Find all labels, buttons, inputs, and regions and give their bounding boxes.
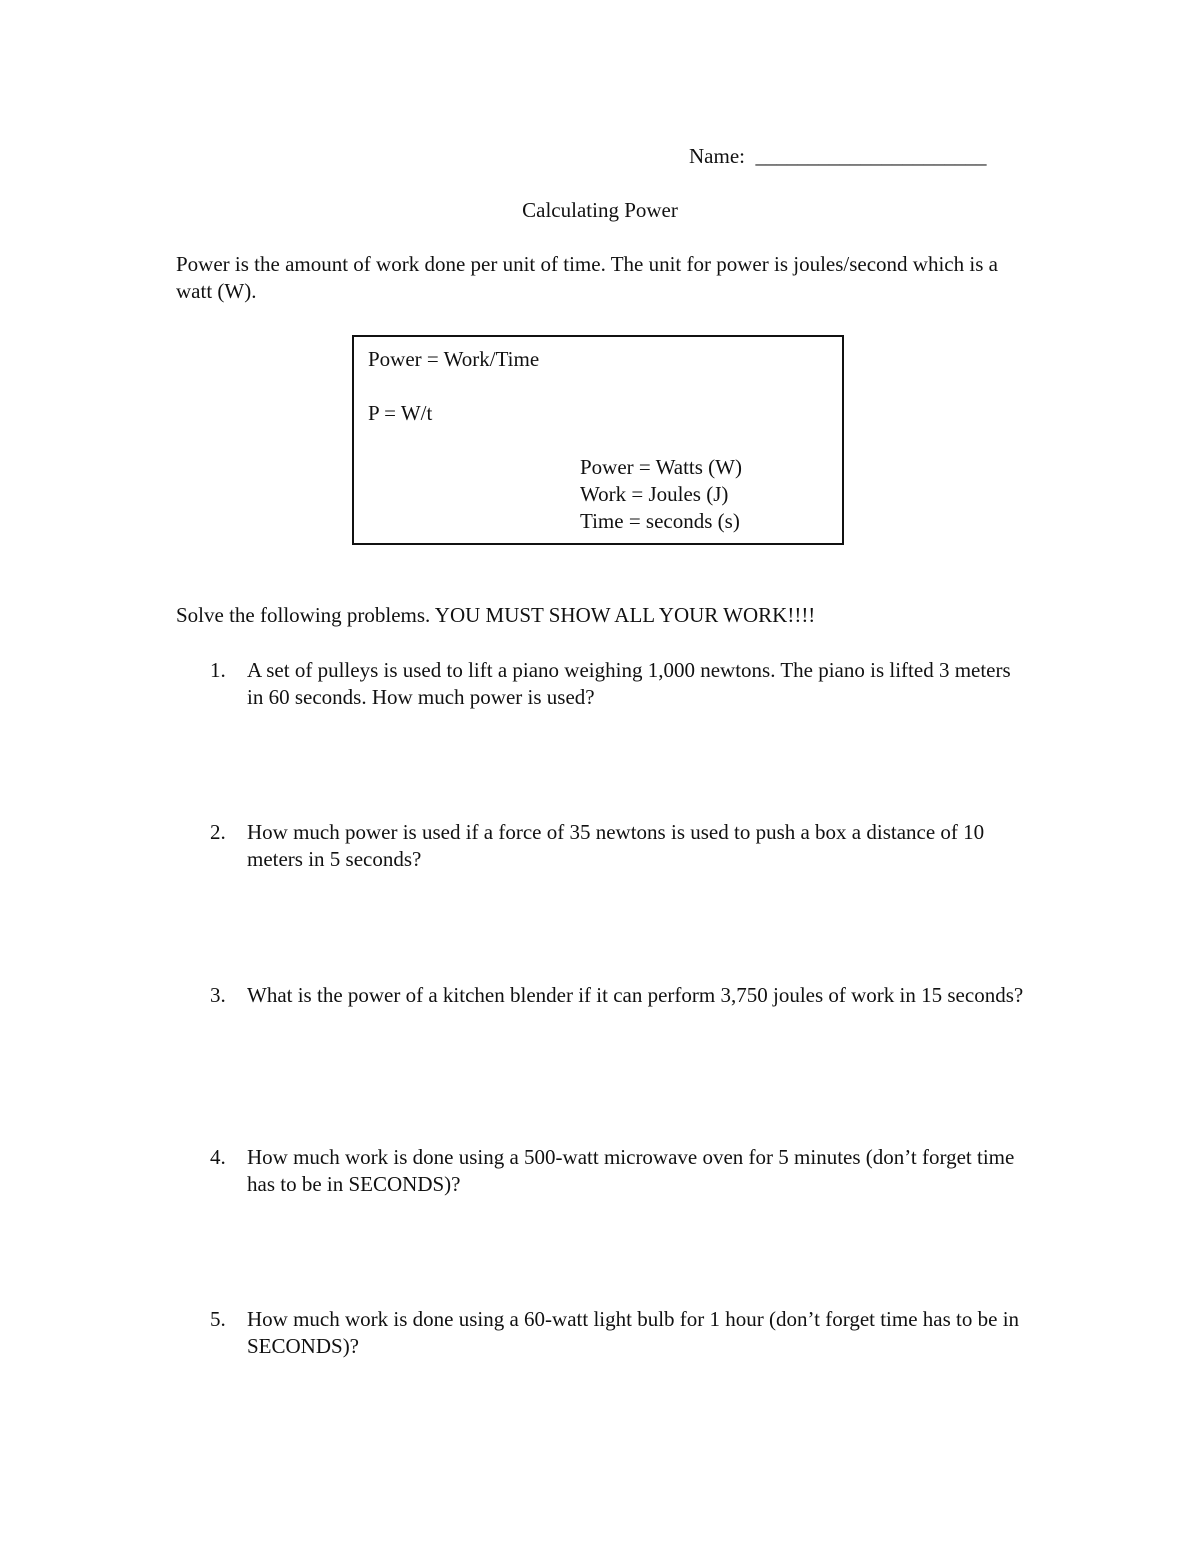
problem-number: 1. — [210, 658, 226, 682]
problem-text: How much work is done using a 500-watt microwave oven for 5 minutes (don’t forget time has to be in SECONDS)? — [247, 1145, 1015, 1196]
unit-work: Work = Joules (J) — [580, 482, 729, 506]
problem-number: 2. — [210, 820, 226, 844]
problem-text: How much power is used if a force of 35 newtons is used to push a box a distance of 10 meters in 5 seconds? — [247, 820, 985, 871]
problem-text: A set of pulleys is used to lift a piano weighing 1,000 newtons. The piano is lifted 3 meters in 60 seconds. How much power is used? — [247, 658, 1011, 709]
formula-symbol-equation: P = W/t — [368, 401, 433, 425]
page-title: Calculating Power — [522, 198, 678, 222]
problem-text: How much work is done using a 60-watt light bulb for 1 hour (don’t forget time has to be in SECONDS)? — [247, 1307, 1020, 1358]
unit-power: Power = Watts (W) — [580, 455, 742, 479]
unit-time: Time = seconds (s) — [580, 509, 740, 533]
instructions: Solve the following problems. YOU MUST SHOW ALL YOUR WORK!!!! — [176, 603, 816, 627]
problem-number: 5. — [210, 1307, 226, 1331]
name-label: Name: — [689, 144, 745, 168]
formula-box — [352, 335, 844, 545]
name-field[interactable] — [689, 143, 986, 170]
problem-text: What is the power of a kitchen blender if it can perform 3,750 joules of work in 15 seconds? — [247, 983, 1024, 1007]
formula-power-equation: Power = Work/Time — [368, 347, 540, 371]
problem-number: 4. — [210, 1145, 226, 1169]
problem-number: 3. — [210, 983, 226, 1007]
name-blank-line[interactable]: ______________________ — [755, 144, 987, 168]
intro-paragraph: Power is the amount of work done per unit of time. The unit for power is joules/second which is a watt (W). — [176, 252, 998, 303]
units-legend — [580, 454, 742, 535]
